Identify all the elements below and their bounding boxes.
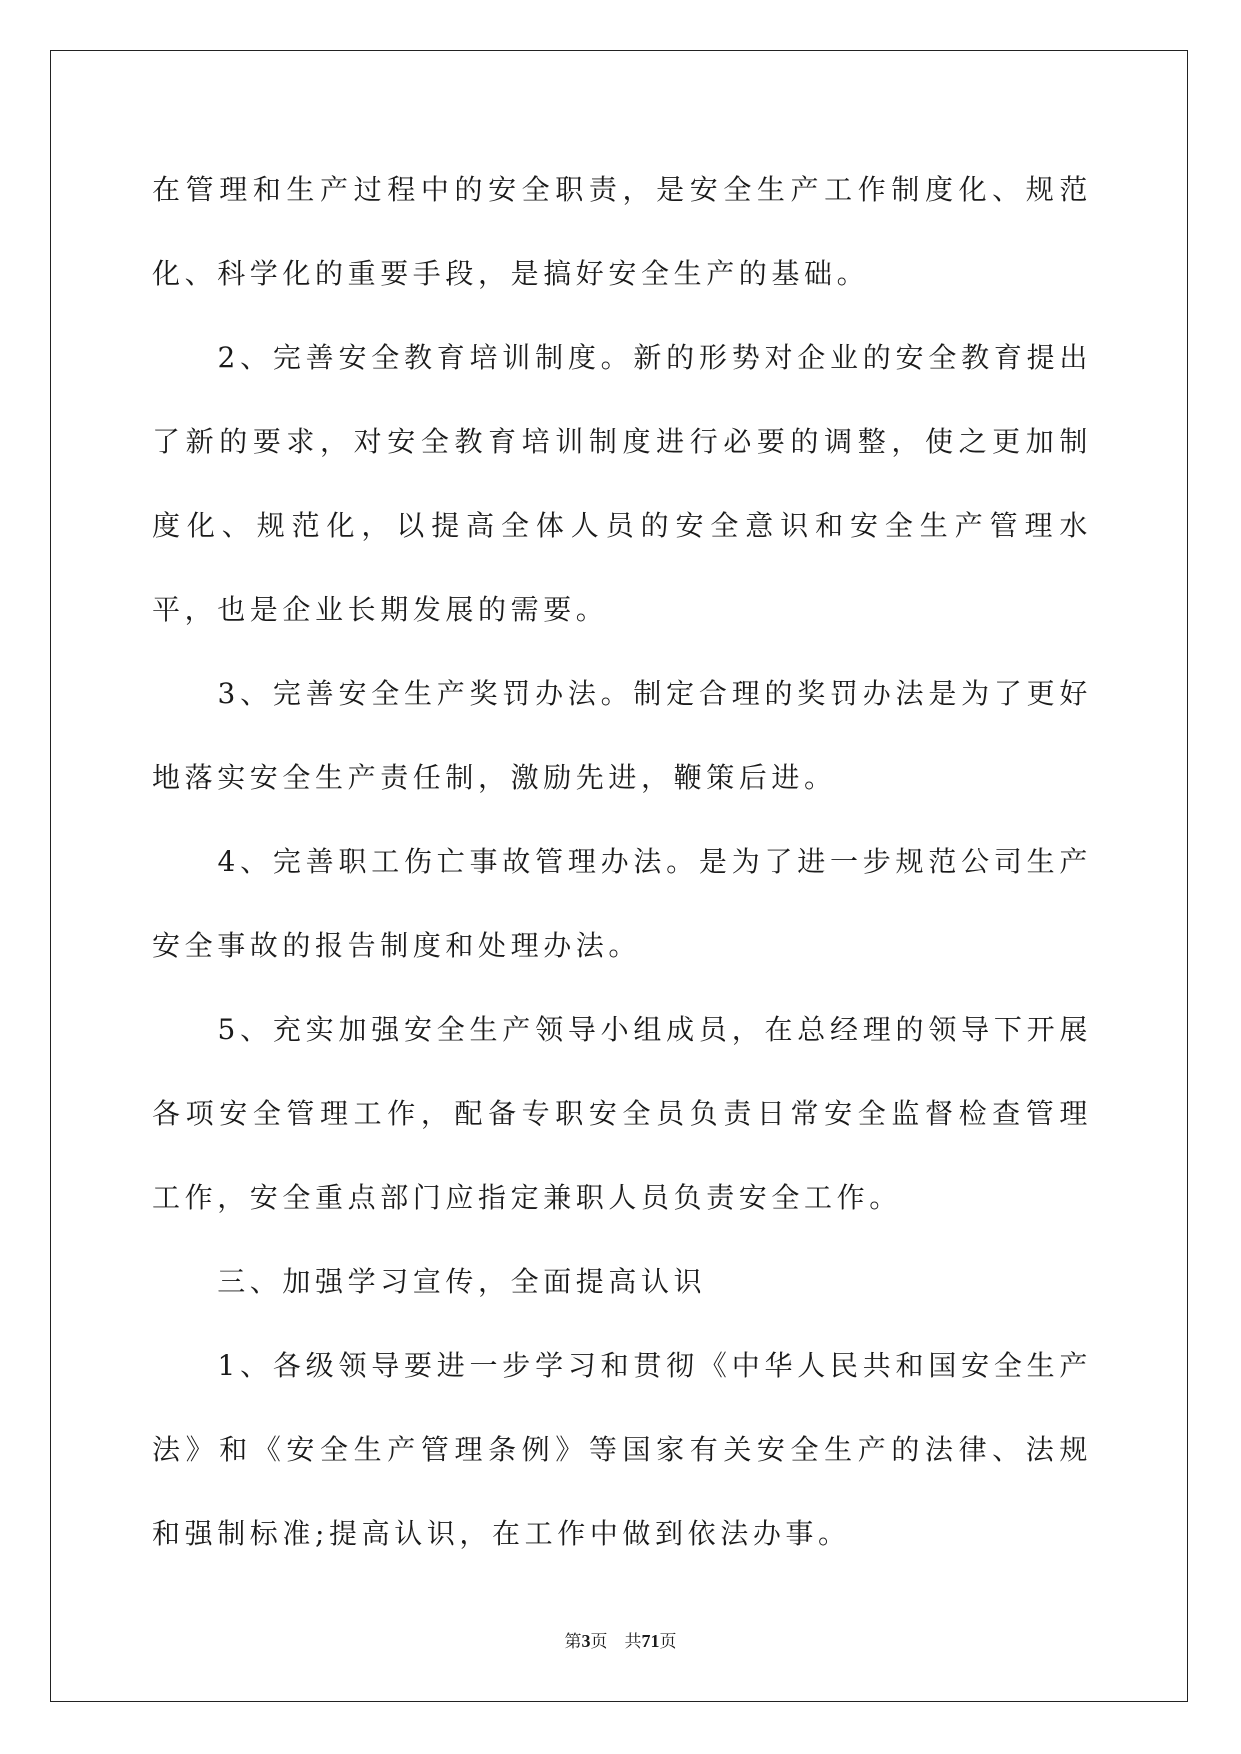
page-prefix: 第 — [564, 1632, 582, 1652]
paragraph: 在管理和生产过程中的安全职责，是安全生产工作制度化、规范化、科学化的重要手段，是搞好安全生产的基础。 — [152, 173, 1092, 290]
paragraph: 4、完善职工伤亡事故管理办法。是为了进一步规范公司生产安全事故的报告制度和处理办法。 — [152, 845, 1092, 962]
paragraph: 1、各级领导要进一步学习和贯彻《中华人民共和国安全生产法》和《安全生产管理条例》等国家有关安全生产的法律、法规和强制标准;提高认识，在工作中做到依法办事。 — [152, 1349, 1092, 1550]
page-footer — [0, 1627, 1241, 1652]
current-page-number: 3 — [581, 1631, 591, 1651]
page-mid: 页 共 — [590, 1632, 642, 1652]
page-suffix: 页 — [659, 1632, 677, 1652]
section-heading: 三、加强学习宣传，全面提高认识 — [152, 1265, 707, 1298]
paragraph: 5、充实加强安全生产领导小组成员，在总经理的领导下开展各项安全管理工作，配备专职安全员负责日常安全监督检查管理工作，安全重点部门应指定兼职人员负责安全工作。 — [152, 1013, 1092, 1214]
paragraph: 3、完善安全生产奖罚办法。制定合理的奖罚办法是为了更好地落实安全生产责任制，激励先进，鞭策后进。 — [152, 677, 1092, 794]
total-page-number: 71 — [641, 1631, 660, 1651]
paragraph: 2、完善安全教育培训制度。新的形势对企业的安全教育提出了新的要求，对安全教育培训制度进行必要的调整，使之更加制度化、规范化，以提高全体人员的安全意识和安全生产管理水平，也是企业长期发展的需要。 — [152, 341, 1092, 626]
document-body — [152, 148, 1092, 1576]
